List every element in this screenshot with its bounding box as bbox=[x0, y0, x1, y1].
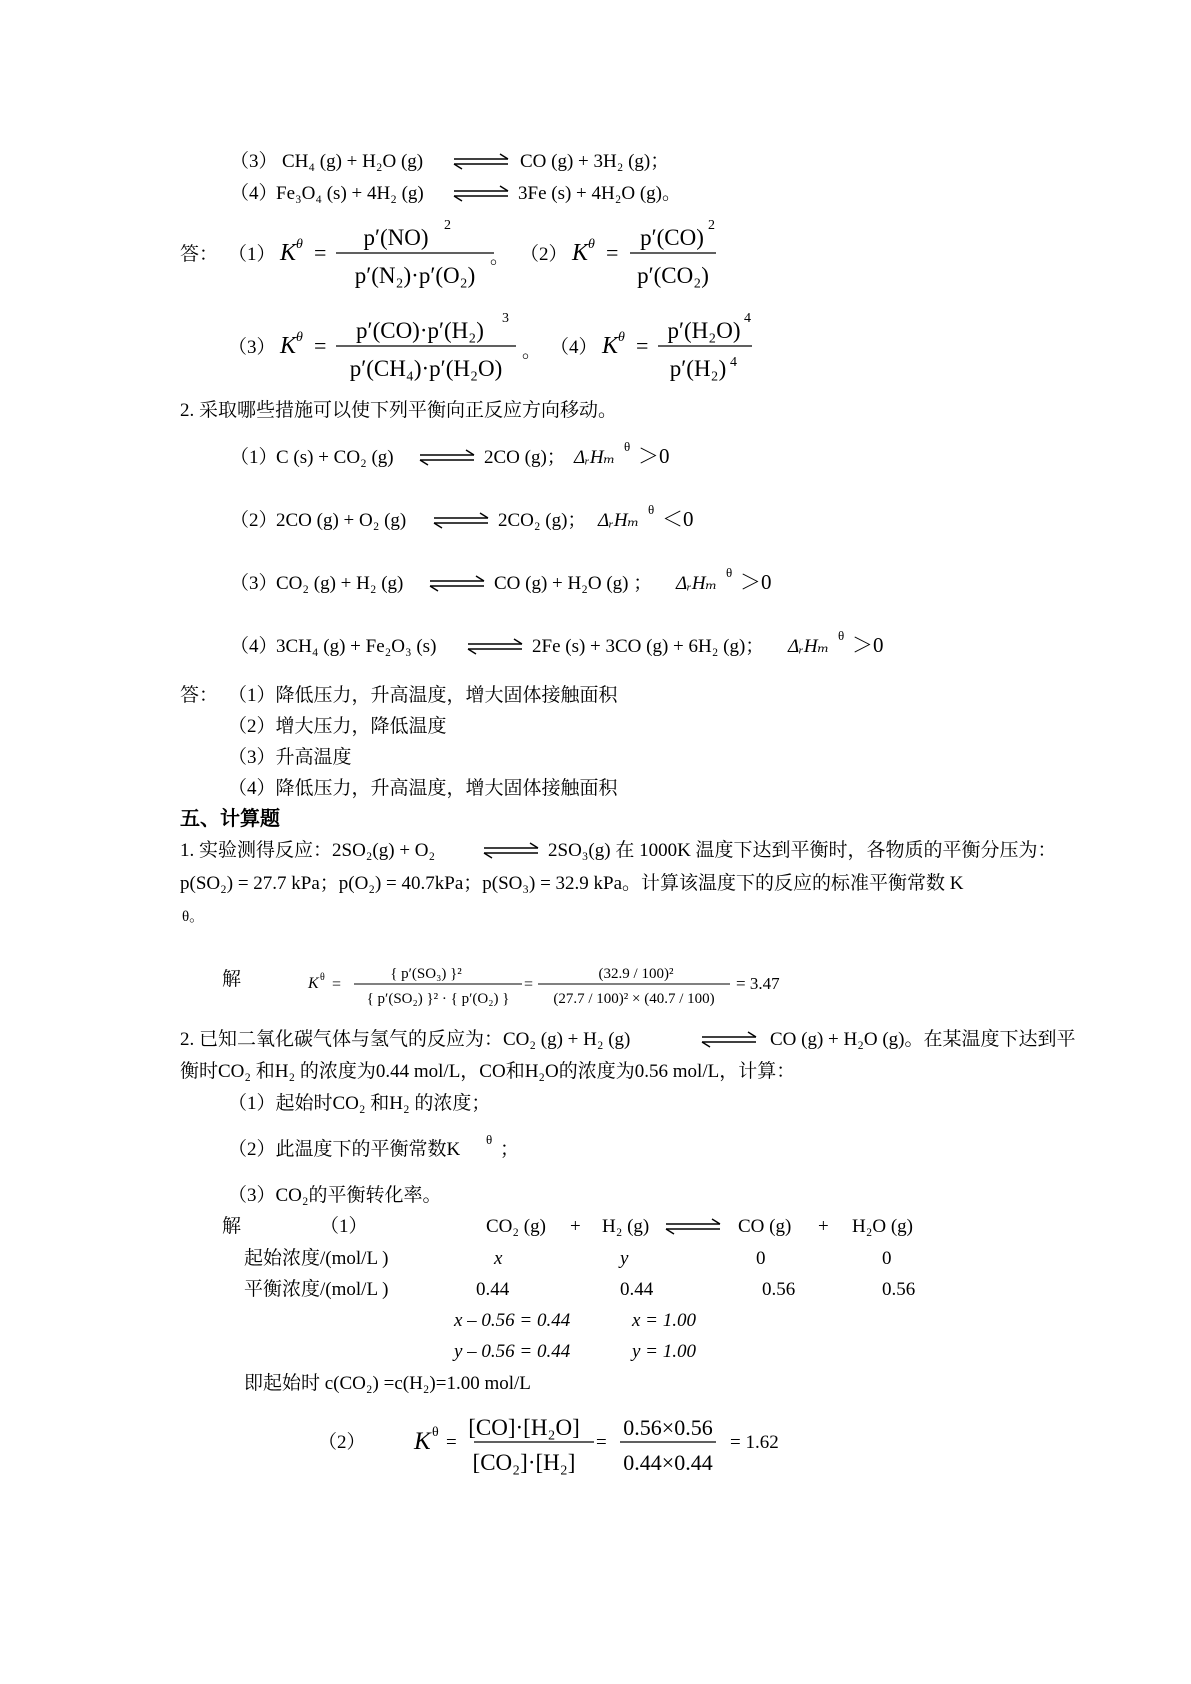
section-heading: 五、计算题 bbox=[180, 806, 280, 830]
fraction-denominator-values: (27.7 / 100)² × (40.7 / 100) bbox=[553, 991, 715, 1007]
q2-answer-2: （2）增大压力，降低温度 bbox=[228, 716, 447, 737]
theta-superscript: θ bbox=[296, 237, 303, 252]
theta-superscript: θ bbox=[624, 439, 631, 454]
equation-k-ch4 bbox=[278, 308, 538, 388]
equilibrium-arrow-icon bbox=[466, 637, 526, 657]
equals-sign: = bbox=[524, 976, 534, 993]
problem-2-sub-3: （3）CO₂的平衡转化率。 bbox=[228, 1185, 442, 1206]
sign: ＜0 bbox=[662, 507, 694, 531]
answer-label: 答： bbox=[180, 244, 219, 265]
fraction-numerator: [CO]·[H₂O] bbox=[468, 1415, 580, 1440]
equals-sign: = bbox=[596, 1432, 607, 1453]
period: 。 bbox=[522, 341, 542, 362]
reaction-number: （4） bbox=[230, 636, 278, 657]
q2-answer-3: （3）升高温度 bbox=[228, 747, 352, 768]
row-label-initial: 起始浓度/(mol/L ) bbox=[244, 1248, 389, 1269]
theta-superscript: θ bbox=[618, 330, 625, 345]
equilibrium-arrow-icon bbox=[452, 152, 512, 172]
table-header-plus: + bbox=[818, 1216, 829, 1237]
calc-y-result: y = 1.00 bbox=[632, 1341, 697, 1362]
equilibrium-co: 0.56 bbox=[762, 1279, 796, 1300]
solution-label: 解 bbox=[222, 1216, 242, 1237]
enthalpy-symbol: ΔᵣHₘ bbox=[598, 510, 640, 531]
initial-h2: y bbox=[620, 1248, 629, 1269]
equation-k-co bbox=[570, 215, 730, 295]
equals-sign: = bbox=[314, 333, 327, 358]
table-header-h2o: H₂O (g) bbox=[852, 1216, 913, 1237]
problem-1-line-3: θ。 bbox=[182, 909, 205, 925]
equation-k-concentrations bbox=[412, 1404, 812, 1484]
k-symbol: K bbox=[572, 240, 589, 266]
answer-2-number: （2） bbox=[520, 244, 568, 265]
equilibrium-arrow-icon bbox=[418, 448, 478, 468]
k-symbol: K bbox=[308, 975, 319, 992]
reaction-number: （2） bbox=[230, 510, 278, 531]
fraction-denominator: p′(N₂)·p′(O₂) bbox=[354, 263, 476, 288]
equation-k-h2o bbox=[600, 308, 760, 388]
fraction-numerator: p′(CO)·p′(H₂) bbox=[356, 318, 484, 343]
theta-superscript: θ bbox=[838, 628, 845, 643]
enthalpy-symbol: ΔᵣHₘ bbox=[574, 447, 616, 468]
initial-co2: x bbox=[494, 1248, 503, 1269]
reaction-right: CO (g) + H₂O (g) ； bbox=[494, 573, 653, 594]
answer-1-number: （1） bbox=[228, 244, 276, 265]
reaction-4-left: Fe₃O₄ (s) + 4H₂ (g) bbox=[276, 183, 424, 204]
problem-1-line-2: p(SO₂) = 27.7 kPa；p(O₂) = 40.7kPa；p(SO₃) = 32.9 kPa。计算该温度下的反应的标准平衡常数 K bbox=[180, 873, 964, 894]
part-2-label: （2） bbox=[318, 1432, 366, 1453]
equals-sign: = bbox=[606, 240, 619, 265]
equilibrium-arrow-icon bbox=[700, 1030, 760, 1050]
numerator-power: 2 bbox=[444, 218, 451, 233]
fraction-numerator: p′(CO) bbox=[640, 225, 704, 250]
problem-1-line-1b: 2SO₃(g) 在 1000K 温度下达到平衡时，各物质的平衡分压为： bbox=[548, 840, 1057, 861]
k-symbol: K bbox=[602, 333, 619, 359]
table-header-h2: H₂ (g) bbox=[602, 1216, 650, 1237]
reaction-3-right: CO (g) + 3H₂ (g)； bbox=[520, 151, 670, 172]
equals-sign: = bbox=[332, 976, 342, 993]
equals-sign: = bbox=[446, 1432, 457, 1453]
semicolon: ； bbox=[500, 1139, 520, 1160]
numerator-power: 4 bbox=[744, 311, 751, 326]
k-symbol: K bbox=[414, 1428, 431, 1455]
sign: ＞0 bbox=[740, 570, 772, 594]
theta-superscript: θ bbox=[320, 972, 325, 983]
reaction-4-number: （4） bbox=[230, 183, 278, 204]
problem-2-line-2: 衡时CO₂ 和H₂ 的浓度为0.44 mol/L，CO和H₂O的浓度为0.56 mol/L，计算： bbox=[180, 1061, 796, 1082]
theta-superscript: θ bbox=[588, 237, 595, 252]
theta-superscript: θ bbox=[648, 502, 655, 517]
conclusion: 即起始时 c(CO₂) =c(H₂)=1.00 mol/L bbox=[244, 1373, 531, 1394]
fraction-numerator-values: (32.9 / 100)² bbox=[598, 966, 674, 982]
q2-answer-label: 答： bbox=[180, 685, 219, 706]
numerator-power: 3 bbox=[502, 311, 509, 326]
equilibrium-h2: 0.44 bbox=[620, 1279, 654, 1300]
reaction-right: 2Fe (s) + 3CO (g) + 6H₂ (g)； bbox=[532, 636, 765, 657]
equilibrium-arrow-icon bbox=[452, 184, 512, 204]
equals-sign: = bbox=[636, 333, 649, 358]
solution-label: 解 bbox=[222, 969, 242, 990]
k-symbol: K bbox=[280, 240, 297, 266]
equilibrium-arrow-icon bbox=[428, 574, 488, 594]
fraction-numerator: { p′(SO₃) }² bbox=[390, 966, 462, 982]
result: = 1.62 bbox=[730, 1432, 779, 1453]
reaction-number: （1） bbox=[230, 447, 278, 468]
reaction-left: CO₂ (g) + H₂ (g) bbox=[276, 573, 404, 594]
problem-1-line-1a: 1. 实验测得反应：2SO₂(g) + O₂ bbox=[180, 840, 436, 861]
answer-4-number: （4） bbox=[550, 337, 598, 358]
equation-k-so3 bbox=[306, 958, 806, 1014]
equals-sign: = bbox=[314, 240, 327, 265]
answer-3-number: （3） bbox=[228, 337, 276, 358]
equilibrium-co2: 0.44 bbox=[476, 1279, 510, 1300]
q2-answer-1: （1）降低压力，升高温度，增大固体接触面积 bbox=[228, 685, 618, 706]
fraction-denominator: { p′(SO₂) }² · { p′(O₂) } bbox=[366, 991, 510, 1007]
problem-2-line-1a: 2. 已知二氧化碳气体与氢气的反应为：CO₂ (g) + H₂ (g) bbox=[180, 1029, 631, 1050]
fraction-numerator-values: 0.56×0.56 bbox=[623, 1415, 713, 1440]
reaction-left: C (s) + CO₂ (g) bbox=[276, 447, 394, 468]
reaction-3-left: CH₄ (g) + H₂O (g) bbox=[282, 151, 424, 172]
sign: ＞0 bbox=[638, 444, 670, 468]
theta-superscript: θ bbox=[486, 1132, 493, 1147]
problem-2-sub-1: （1）起始时CO₂ 和H₂ 的浓度； bbox=[228, 1093, 491, 1114]
equilibrium-h2o: 0.56 bbox=[882, 1279, 916, 1300]
part-1-label: （1） bbox=[320, 1216, 368, 1237]
sign: ＞0 bbox=[852, 633, 884, 657]
reaction-3-number: （3） bbox=[230, 151, 278, 172]
problem-2-line-1b: CO (g) + H₂O (g)。在某温度下达到平 bbox=[770, 1029, 1076, 1050]
reaction-right: 2CO₂ (g)； bbox=[498, 510, 587, 531]
reaction-number: （3） bbox=[230, 573, 278, 594]
problem-2-sub-2: （2）此温度下的平衡常数K bbox=[228, 1139, 461, 1160]
table-header-plus: + bbox=[570, 1216, 581, 1237]
table-header-co2: CO₂ (g) bbox=[486, 1216, 546, 1237]
fraction-denominator: p′(H₂) bbox=[669, 356, 727, 381]
calc-x-equation: x – 0.56 = 0.44 bbox=[454, 1310, 571, 1331]
numerator-power: 2 bbox=[708, 218, 715, 233]
theta-superscript: θ bbox=[296, 330, 303, 345]
q2-answer-4: （4）降低压力，升高温度，增大固体接触面积 bbox=[228, 778, 618, 799]
initial-h2o: 0 bbox=[882, 1248, 892, 1269]
theta-superscript: θ bbox=[726, 565, 733, 580]
equation-k-no bbox=[278, 215, 518, 295]
reaction-4-right: 3Fe (s) + 4H₂O (g)。 bbox=[518, 183, 681, 204]
row-label-equilibrium: 平衡浓度/(mol/L ) bbox=[244, 1279, 389, 1300]
equilibrium-arrow-icon bbox=[432, 511, 492, 531]
equilibrium-arrow-icon bbox=[664, 1217, 724, 1237]
fraction-denominator-values: 0.44×0.44 bbox=[623, 1450, 713, 1475]
enthalpy-symbol: ΔᵣHₘ bbox=[788, 636, 830, 657]
equilibrium-arrow-icon bbox=[482, 841, 542, 861]
fraction-denominator: [CO₂]·[H₂] bbox=[472, 1450, 576, 1475]
fraction-numerator: p′(NO) bbox=[363, 225, 429, 250]
reaction-left: 3CH₄ (g) + Fe₂O₃ (s) bbox=[276, 636, 437, 657]
fraction-numerator: p′(H₂O) bbox=[667, 318, 741, 343]
calc-y-equation: y – 0.56 = 0.44 bbox=[454, 1341, 571, 1362]
reaction-right: 2CO (g)； bbox=[484, 447, 566, 468]
period: 。 bbox=[490, 247, 510, 268]
enthalpy-symbol: ΔᵣHₘ bbox=[676, 573, 718, 594]
denominator-power: 4 bbox=[730, 355, 737, 370]
result: = 3.47 bbox=[736, 974, 780, 993]
table-header-co: CO (g) bbox=[738, 1216, 792, 1237]
fraction-denominator: p′(CO₂) bbox=[637, 263, 709, 288]
fraction-denominator: p′(CH₄)·p′(H₂O) bbox=[349, 356, 503, 381]
initial-co: 0 bbox=[756, 1248, 766, 1269]
question-2: 2. 采取哪些措施可以使下列平衡向正反应方向移动。 bbox=[180, 400, 618, 421]
theta-superscript: θ bbox=[432, 1425, 439, 1440]
reaction-left: 2CO (g) + O₂ (g) bbox=[276, 510, 407, 531]
calc-x-result: x = 1.00 bbox=[632, 1310, 697, 1331]
k-symbol: K bbox=[280, 333, 297, 359]
